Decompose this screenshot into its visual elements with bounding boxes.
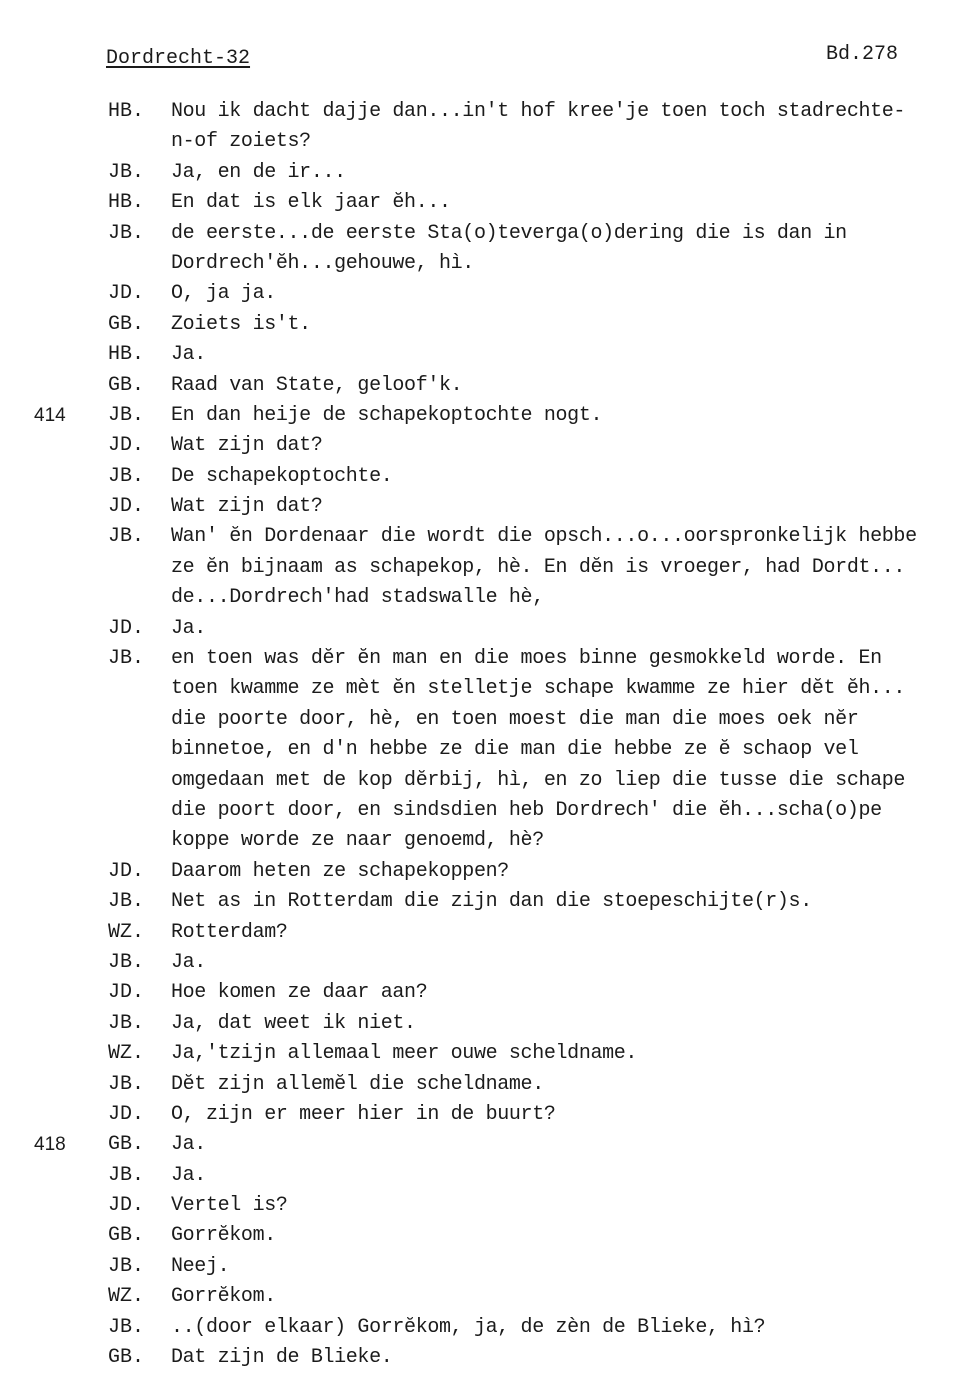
utterance-text: ze ĕn bijnaam as schapekop, hè. En dĕn is vroeger, had Dordt... [171,555,906,579]
speaker-label: JB. [108,160,145,184]
transcript-line [0,1009,973,1039]
speaker-label: GB. [108,1133,145,1157]
transcript-line [0,918,973,948]
utterance-text: Ja. [171,950,206,974]
speaker-label: HB. [108,100,145,123]
transcript-line [0,522,973,552]
speaker-label: JD. [108,981,145,1005]
transcript-line [0,249,973,279]
transcript-line [0,978,973,1008]
utterance-text: Rotterdam? [171,920,288,944]
transcript-line [0,431,973,461]
transcript-line [0,1191,973,1221]
utterance-text: Nou ik dacht dajje dan...in't hof kree'je toen toch stadrechte- [171,100,906,123]
transcript-line [0,1039,973,1069]
transcript-line [0,1282,973,1312]
transcript-line [0,127,973,157]
speaker-label: JD. [108,1102,145,1126]
utterance-text: Dordrech'ĕh...gehouwe, hì. [171,251,474,275]
utterance-text: Gorrĕkom. [171,1285,276,1309]
transcript-line [0,766,973,796]
utterance-text: Neej. [171,1254,230,1278]
speaker-label: JB. [108,1254,145,1278]
speaker-label: GB. [108,1346,145,1370]
transcript-line [0,796,973,826]
utterance-text: Wan' ĕn Dordenaar die wordt die opsch...o...oorspronkelijk hebbe [171,525,917,549]
utterance-text: Raad van State, geloof'k. [171,373,463,397]
speaker-label: HB. [108,343,145,367]
speaker-label: JD. [108,495,145,519]
utterance-text: Dĕt zijn allemĕl die scheldname. [171,1072,544,1096]
transcript-line [0,1313,973,1343]
speaker-label: WZ. [108,1285,145,1309]
speaker-label: JB. [108,464,145,488]
speaker-label: GB. [108,312,145,336]
transcript-line [0,1130,973,1160]
speaker-label: GB. [108,1224,145,1248]
speaker-label: JB. [108,1072,145,1096]
line-number: 414 [34,404,66,426]
transcript-line [0,97,973,127]
transcript-line [0,705,973,735]
transcript [0,97,973,1373]
transcript-line [0,644,973,674]
transcript-line [0,887,973,917]
utterance-text: binnetoe, en d'n hebbe ze die man die hebbe ze ĕ schaop vel [171,738,859,762]
transcript-line [0,1070,973,1100]
transcript-line [0,310,973,340]
page-reference: Bd.278 [826,43,899,66]
speaker-label: JB. [108,1011,145,1035]
utterance-text: koppe worde ze naar genoemd, hè? [171,829,544,853]
line-number: 418 [34,1134,66,1156]
utterance-text: Hoe komen ze daar aan? [171,981,428,1005]
utterance-text: De schapekoptochte. [171,464,393,488]
speaker-label: JD. [108,282,145,306]
utterance-text: Ja, dat weet ik niet. [171,1011,416,1035]
transcript-line [0,1252,973,1282]
utterance-text: Ja, en de ir... [171,160,346,184]
utterance-text: de eerste...de eerste Sta(o)teverga(o)dering die is dan in [171,221,847,245]
speaker-label: JB. [108,525,145,549]
utterance-text: Ja. [171,1163,206,1187]
transcript-line [0,1221,973,1251]
utterance-text: Ja. [171,616,206,640]
transcript-line [0,583,973,613]
speaker-label: JB. [108,1163,145,1187]
speaker-label: JD. [108,616,145,640]
utterance-text: de...Dordrech'had stadswalle hè, [171,586,544,610]
speaker-label: WZ. [108,920,145,944]
utterance-text: Wat zijn dat? [171,495,323,519]
utterance-text: toen kwamme ze mèt ĕn stelletje schape kwamme ze hier dĕt ĕh... [171,677,906,701]
utterance-text: Zoiets is't. [171,312,311,336]
utterance-text: die poort door, en sindsdien heb Dordrech' die ĕh...scha(o)pe [171,798,882,822]
utterance-text: die poorte door, hè, en toen moest die man die moes oek nĕr [171,707,859,731]
transcript-line [0,857,973,887]
utterance-text: n-of zoiets? [171,130,311,154]
speaker-label: JB. [108,1315,145,1339]
transcript-line [0,614,973,644]
utterance-text: En dat is elk jaar ĕh... [171,191,451,215]
transcript-line [0,1161,973,1191]
utterance-text: Ja,'tzijn allemaal meer ouwe scheldname. [171,1042,638,1066]
speaker-label: JD. [108,1194,145,1218]
utterance-text: O, ja ja. [171,282,276,306]
speaker-label: GB. [108,373,145,397]
transcript-line [0,674,973,704]
utterance-text: O, zijn er meer hier in de buurt? [171,1102,556,1126]
transcript-line [0,1343,973,1373]
speaker-label: JD. [108,434,145,458]
utterance-text: Ja. [171,1133,206,1157]
transcript-line [0,553,973,583]
transcript-line [0,158,973,188]
utterance-text: Wat zijn dat? [171,434,323,458]
utterance-text: en toen was dĕr ĕn man en die moes binne gesmokkeld worde. En [171,647,882,671]
utterance-text: Net as in Rotterdam die zijn dan die stoepeschijte(r)s. [171,890,812,914]
transcript-line [0,279,973,309]
transcript-line [0,462,973,492]
transcript-line [0,371,973,401]
speaker-label: JB. [108,890,145,914]
transcript-line [0,340,973,370]
speaker-label: JB. [108,221,145,245]
transcript-line [0,826,973,856]
transcript-line [0,735,973,765]
speaker-label: WZ. [108,1042,145,1066]
utterance-text: omgedaan met de kop dĕrbij, hì, en zo liep die tusse die schape [171,768,906,792]
transcript-line [0,1100,973,1130]
transcript-line [0,219,973,249]
utterance-text: Ja. [171,343,206,367]
utterance-text: Gorrĕkom. [171,1224,276,1248]
utterance-text: Dat zijn de Blieke. [171,1346,393,1370]
speaker-label: JB. [108,403,145,427]
transcript-line [0,188,973,218]
transcript-line [0,948,973,978]
document-title: Dordrecht-32 [106,47,251,70]
speaker-label: JD. [108,859,145,883]
speaker-label: HB. [108,191,145,215]
utterance-text: ..(door elkaar) Gorrĕkom, ja, de zèn de Blieke, hì? [171,1315,766,1339]
transcript-line [0,401,973,431]
speaker-label: JB. [108,647,145,671]
speaker-label: JB. [108,950,145,974]
transcript-line [0,492,973,522]
utterance-text: Vertel is? [171,1194,288,1218]
utterance-text: En dan heije de schapekoptochte nogt. [171,403,603,427]
utterance-text: Daarom heten ze schapekoppen? [171,859,509,883]
